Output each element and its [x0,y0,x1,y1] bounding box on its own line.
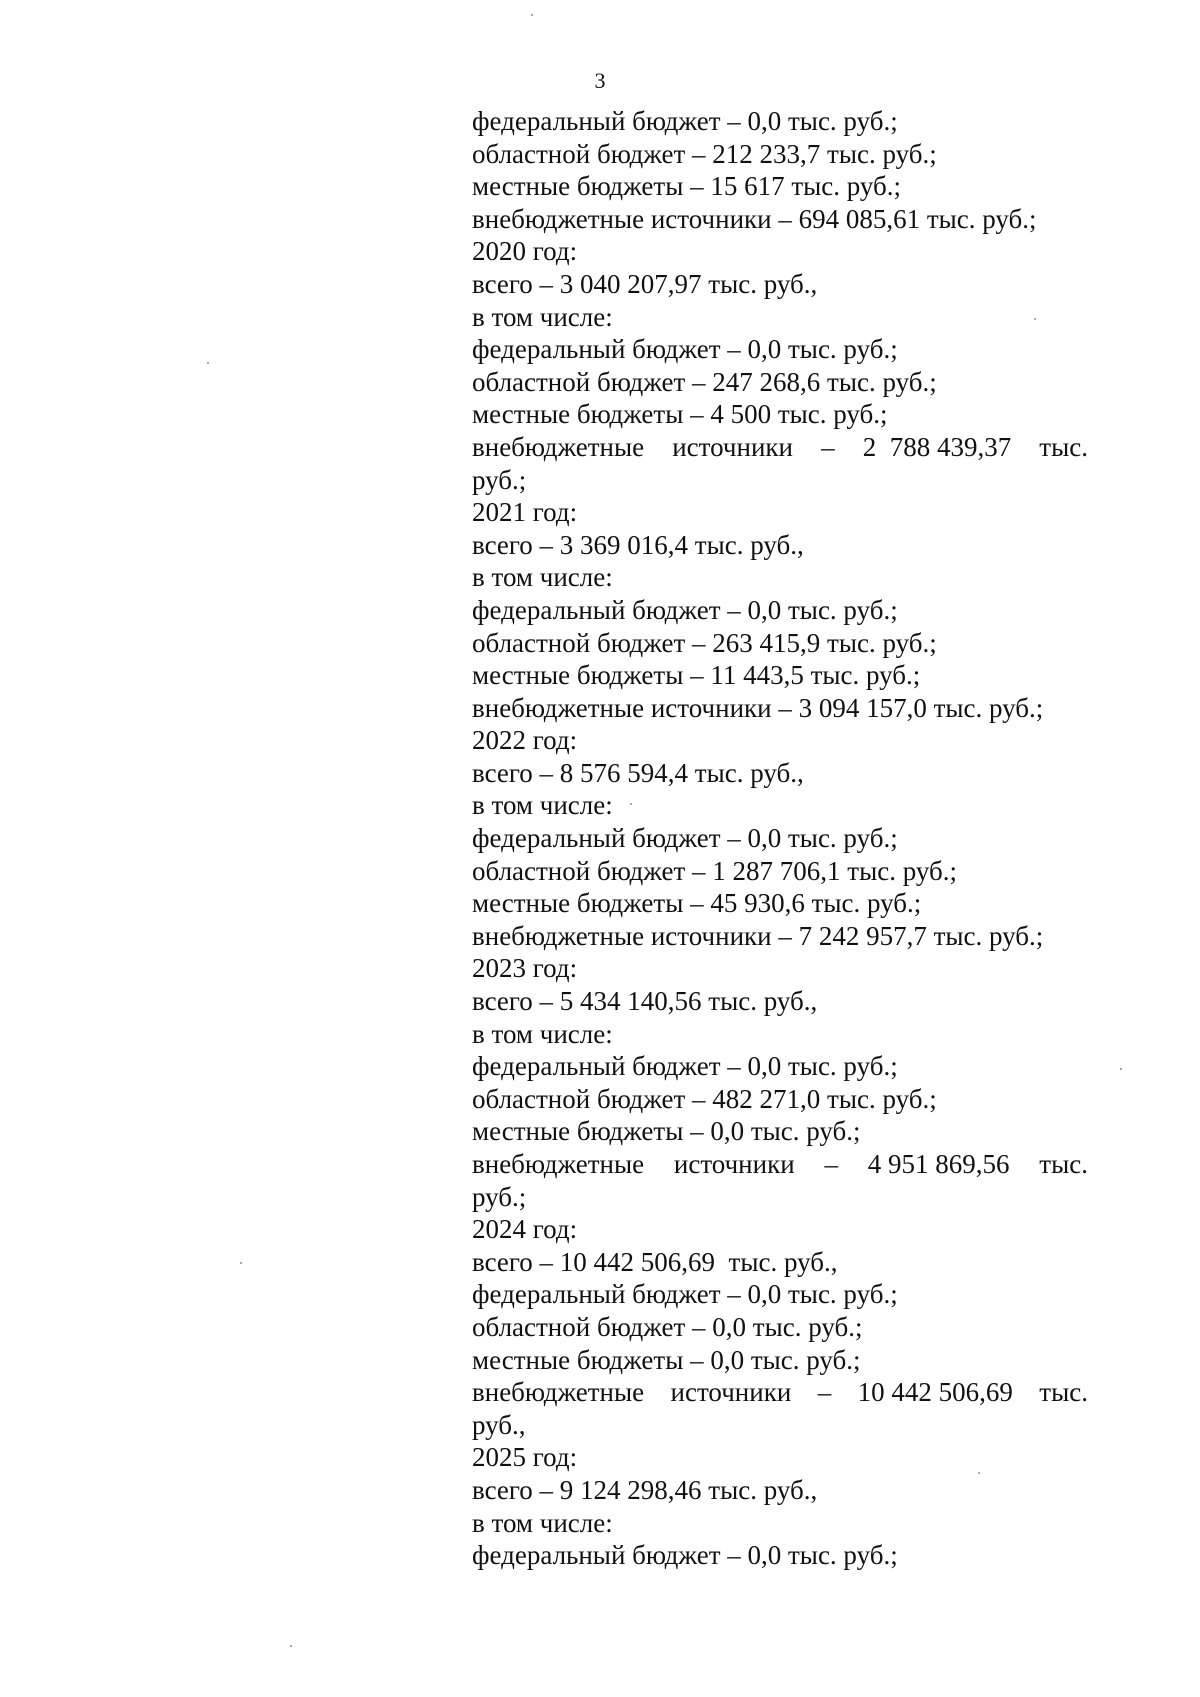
text-line: федеральный бюджет – 0,0 тыс. руб.; [472,1051,898,1082]
scan-speck [207,362,209,364]
text-line: 2024 год: [472,1214,578,1245]
line-word: внебюджетные [472,1377,645,1408]
scan-speck [978,1472,980,1474]
line-word: 4 951 869,56 [867,1149,1010,1179]
text-line: областной бюджет – 482 271,0 тыс. руб.; [472,1083,937,1114]
text-line: местные бюджеты – 0,0 тыс. руб.; [472,1344,861,1375]
text-line: федеральный бюджет – 0,0 тыс. руб.; [472,334,898,365]
scan-speck [290,1645,292,1647]
line-word: тыс. [1039,1377,1088,1408]
line-word: 10 442 506,69 [857,1377,1013,1408]
line-word: источники [673,1149,795,1179]
text-line: всего – 3 369 016,4 тыс. руб., [472,529,804,560]
line-word: внебюджетные [472,431,645,462]
text-line: областной бюджет – 212 233,7 тыс. руб.; [472,138,937,169]
scan-speck [240,1262,242,1264]
text-line: местные бюджеты – 11 443,5 тыс. руб.; [472,660,921,691]
text-line: в том числе: [472,562,613,593]
text-line: федеральный бюджет – 0,0 тыс. руб.; [472,1279,898,1310]
text-line: руб.; [472,464,527,495]
text-line: областной бюджет – 1 287 706,1 тыс. руб.; [472,855,958,886]
text-line: федеральный бюджет – 0,0 тыс. руб.; [472,594,898,625]
line-word: 2 788 439,37 [862,431,1012,462]
text-line: федеральный бюджет – 0,0 тыс. руб.; [472,823,898,854]
text-line [472,1376,1088,1409]
text-line: всего – 8 576 594,4 тыс. руб., [472,757,804,788]
text-line: внебюджетные источники – 694 085,61 тыс. руб.; [472,203,1037,234]
text-line: 2021 год: [472,497,578,528]
text-line: областной бюджет – 263 415,9 тыс. руб.; [472,627,937,658]
text-line: местные бюджеты – 4 500 тыс. руб.; [472,399,888,430]
line-word: источники [672,431,793,462]
text-line: местные бюджеты – 15 617 тыс. руб.; [472,171,902,202]
text-line: 2023 год: [472,953,578,984]
scan-speck [1120,1068,1122,1070]
text-line: руб., [472,1409,526,1440]
text-line: местные бюджеты – 0,0 тыс. руб.; [472,1116,861,1147]
line-word: – [824,1149,838,1179]
text-line [472,431,1088,464]
line-word: внебюджетные [472,1149,645,1179]
line-word: – [821,431,835,462]
line-word: тыс. [1039,431,1088,462]
line-word: – [817,1377,832,1408]
text-line: в том числе: [472,790,613,821]
text-line: в том числе: [472,1018,613,1049]
text-line: федеральный бюджет – 0,0 тыс. руб.; [472,106,898,136]
text-line: руб.; [472,1181,527,1212]
text-line: в том числе: [472,301,613,332]
text-line: внебюджетные источники – 3 094 157,0 тыс. руб.; [472,692,1044,723]
text-line: всего – 10 442 506,69 тыс. руб., [472,1246,838,1277]
text-line: всего – 5 434 140,56 тыс. руб., [472,986,818,1017]
text-line: 2022 год: [472,725,578,756]
scan-speck [1034,318,1036,320]
text-line: 2025 год: [472,1442,578,1473]
text-line: областной бюджет – 247 268,6 тыс. руб.; [472,366,937,397]
text-line: всего – 9 124 298,46 тыс. руб., [472,1474,818,1505]
text-line: областной бюджет – 0,0 тыс. руб.; [472,1311,863,1342]
text-line: внебюджетные источники – 7 242 957,7 тыс. руб.; [472,920,1044,951]
page-number: 3 [594,68,606,93]
text-line: федеральный бюджет – 0,0 тыс. руб.; [472,1540,898,1571]
text-line [472,1148,1088,1181]
line-word: тыс. [1039,1149,1088,1179]
text-line: в том числе: [472,1507,613,1538]
scan-speck [531,14,533,16]
scan-speck [630,803,632,805]
line-word: источники [670,1377,792,1408]
text-line: всего – 3 040 207,97 тыс. руб., [472,268,818,299]
text-column [472,105,1088,1572]
text-line: местные бюджеты – 45 930,6 тыс. руб.; [472,888,922,919]
text-line: 2020 год: [472,236,578,267]
